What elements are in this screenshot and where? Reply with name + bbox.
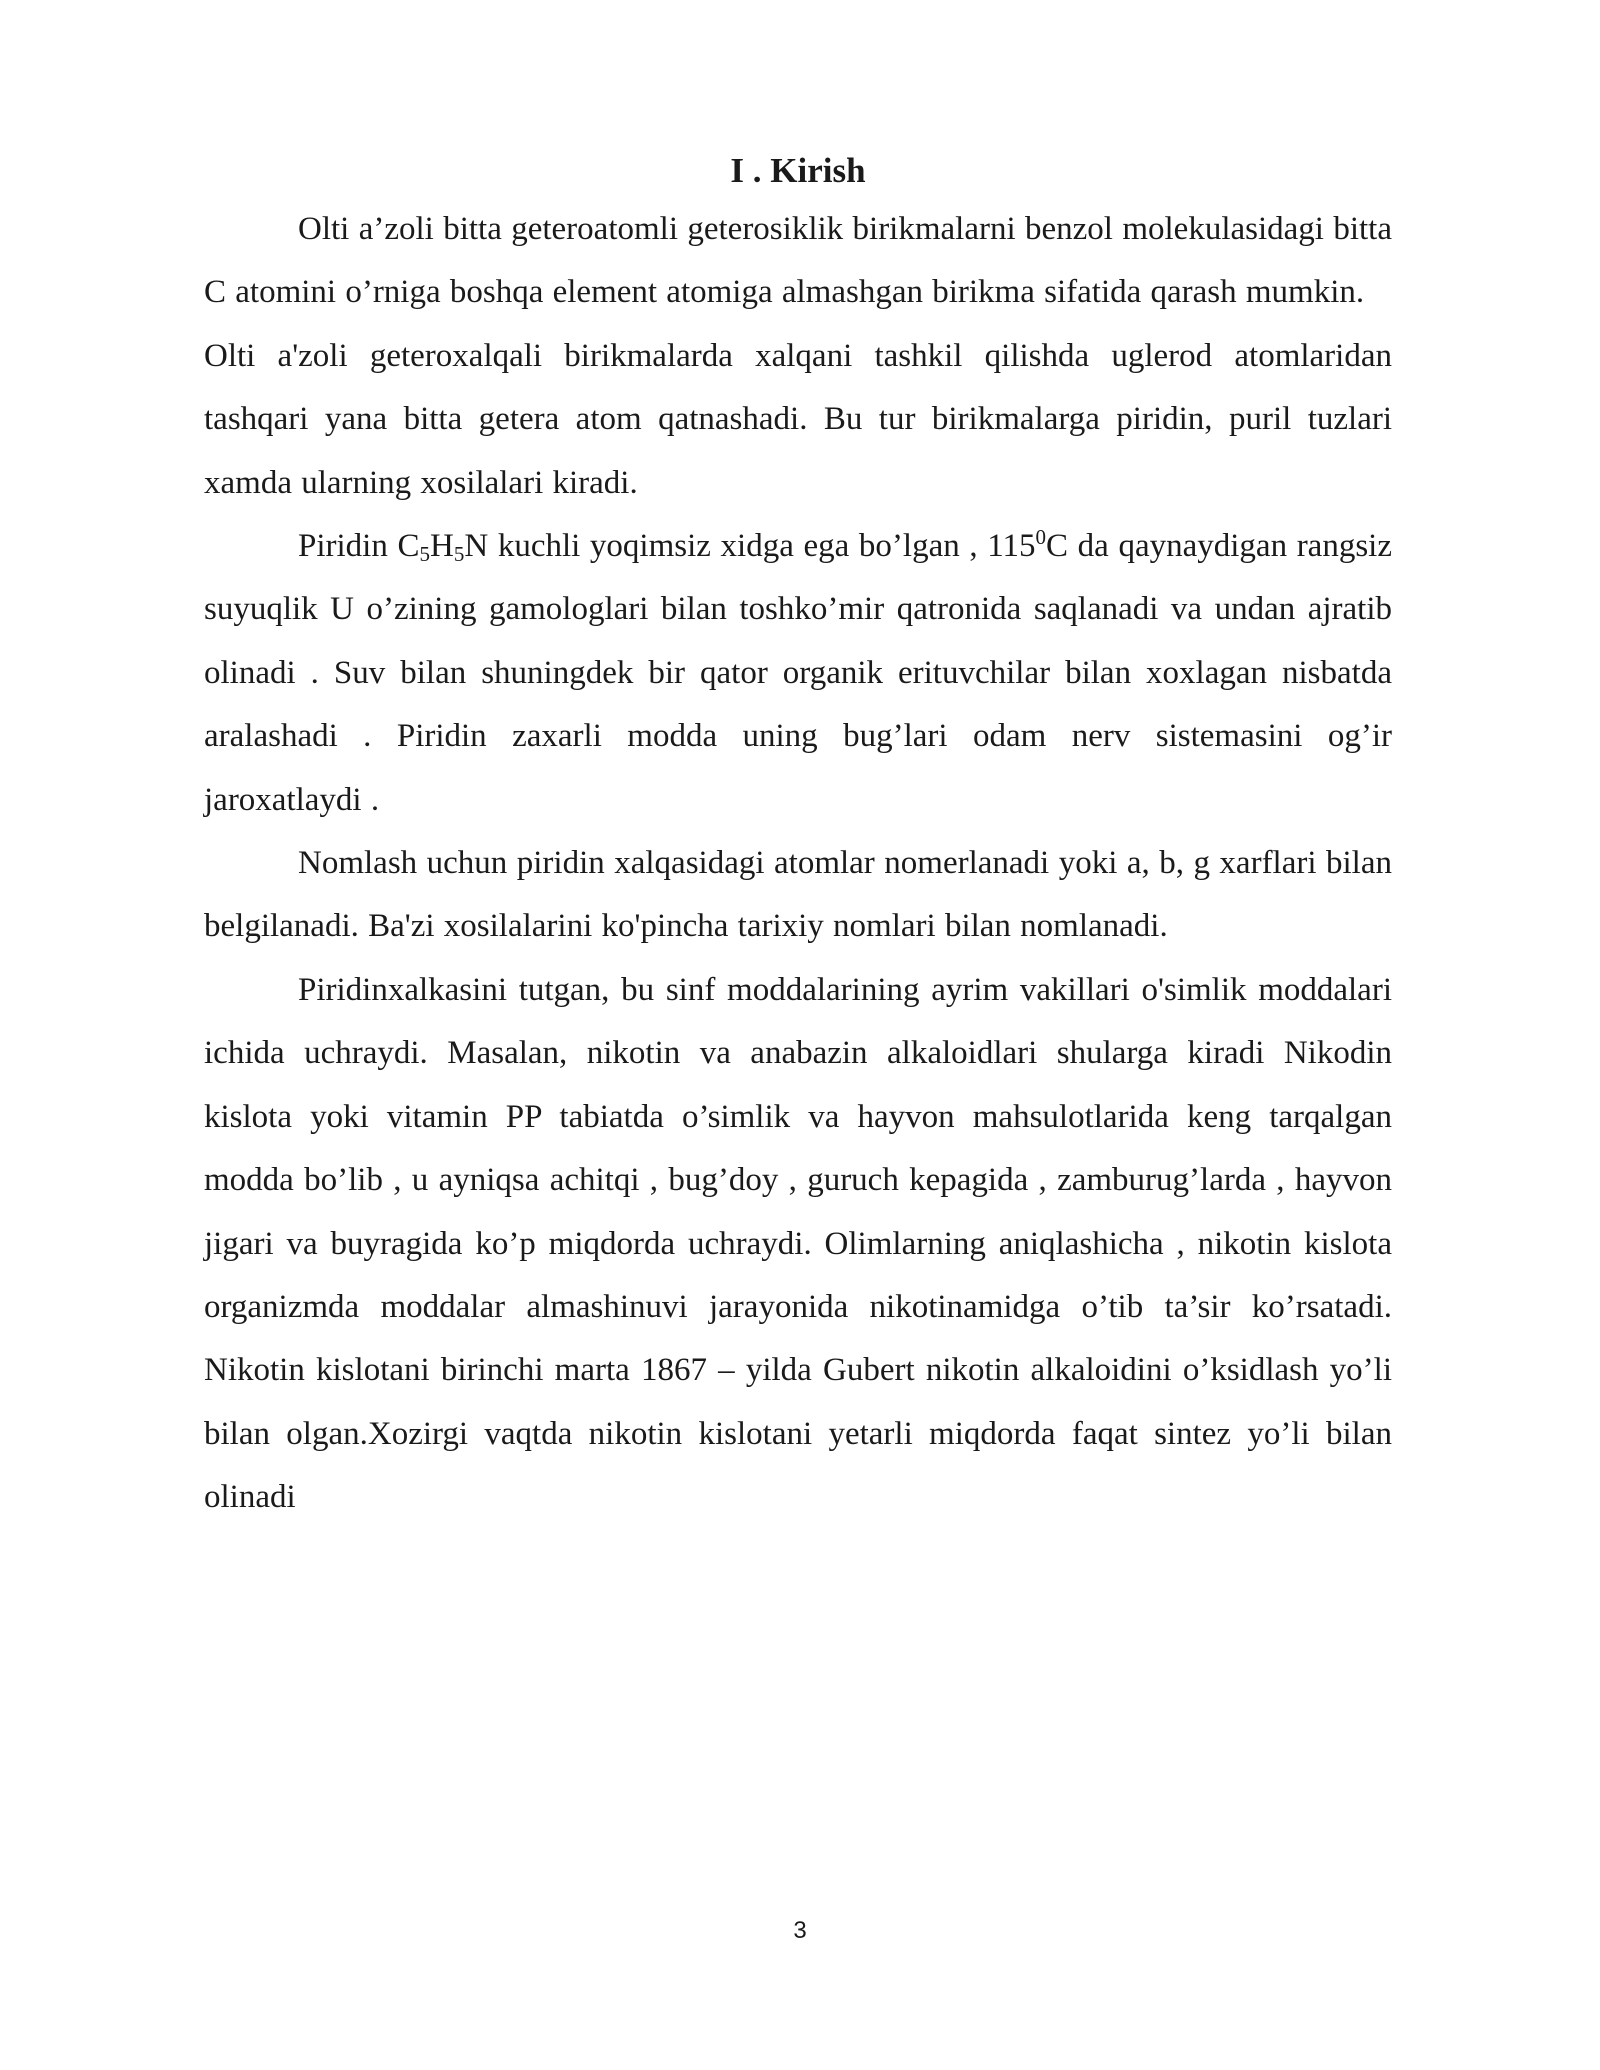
section-heading: I . Kirish — [730, 151, 866, 190]
page-content — [204, 148, 1392, 1530]
degree-superscript: 0 — [1035, 525, 1047, 550]
pyridine-text-rest: C da qaynaydigan rangsiz suyuqlik U o’zining gamologlari bilan toshko’mir qatronida saqlanadi va undan ajratib olinadi . Suv bilan shuningdek bir qator organik erituvchilar bilan xoxlagan nisbatda aralashadi . Piridin zaxarli modda uning bug’lari odam nerv sistemasini og’ir jaroxatlaydi . — [204, 528, 1392, 818]
paragraph-nomenclature: Nomlash uchun piridin xalqasidagi atomlar nomerlanadi yoki a, b, g xarflari bilan belgilanadi. Ba'zi xosilalarini ko'pincha tarixiy nomlari bilan nomlanadi. — [204, 845, 1392, 945]
pyridine-text-lead: Piridin — [298, 528, 398, 565]
chemical-formula: $C_5H_5N$ — [397, 528, 489, 567]
pyridine-text-middle: kuchli yoqimsiz xidga ega bo’lgan , 115 — [488, 528, 1036, 565]
paragraph-nicotinic-acid: Piridinxalkasini tutgan, bu sinf moddalarining ayrim vakillari o'simlik moddalari ichida uchraydi. Masalan, nikotin va anabazin alkaloidlari shularga kiradi Nikodin kislota yoki vitamin PP tabiatda o’simlik va hayvon mahsulotlarida keng tarqalgan modda bo’lib , u ayniqsa achitqi , bug’doy , guruch kepagida , zamburug’larda , hayvon jigari va buyragida ko’p miqdorda uchraydi. Olimlarning aniqlashicha , nikotin kislota organizmda moddalar almashinuvi jarayonida nikotinamidga o’tib ta’sir ko’rsatadi. Nikotin kislotani birinchi marta 1867 – yilda Gubert nikotin alkaloidini o’ksidlash yo’li bilan olgan.Xozirgi vaqtda nikotin kislotani yetarli miqdorda faqat sintez yo’li bilan olinadi — [204, 971, 1392, 1516]
paragraph-intro: Olti a’zoli bitta geteroatomli geterosiklik birikmalarni benzol molekulasidagi bitta C atomini o’rniga boshqa element atomiga almashgan birikma sifatida qarash mumkin. — [204, 211, 1392, 311]
page-number: 3 — [793, 1917, 807, 1944]
paragraph-heterocycles: Olti a'zoli geteroxalqali birikmalarda xalqani tashkil qilishda uglerod atomlaridan tashqari yana bitta getera atom qatnashadi. Bu tur birikmalarga piridin, puril tuzlari xamda ularning xosilalari kiradi. — [204, 337, 1392, 501]
paragraph-pyridine-properties — [204, 515, 1392, 832]
